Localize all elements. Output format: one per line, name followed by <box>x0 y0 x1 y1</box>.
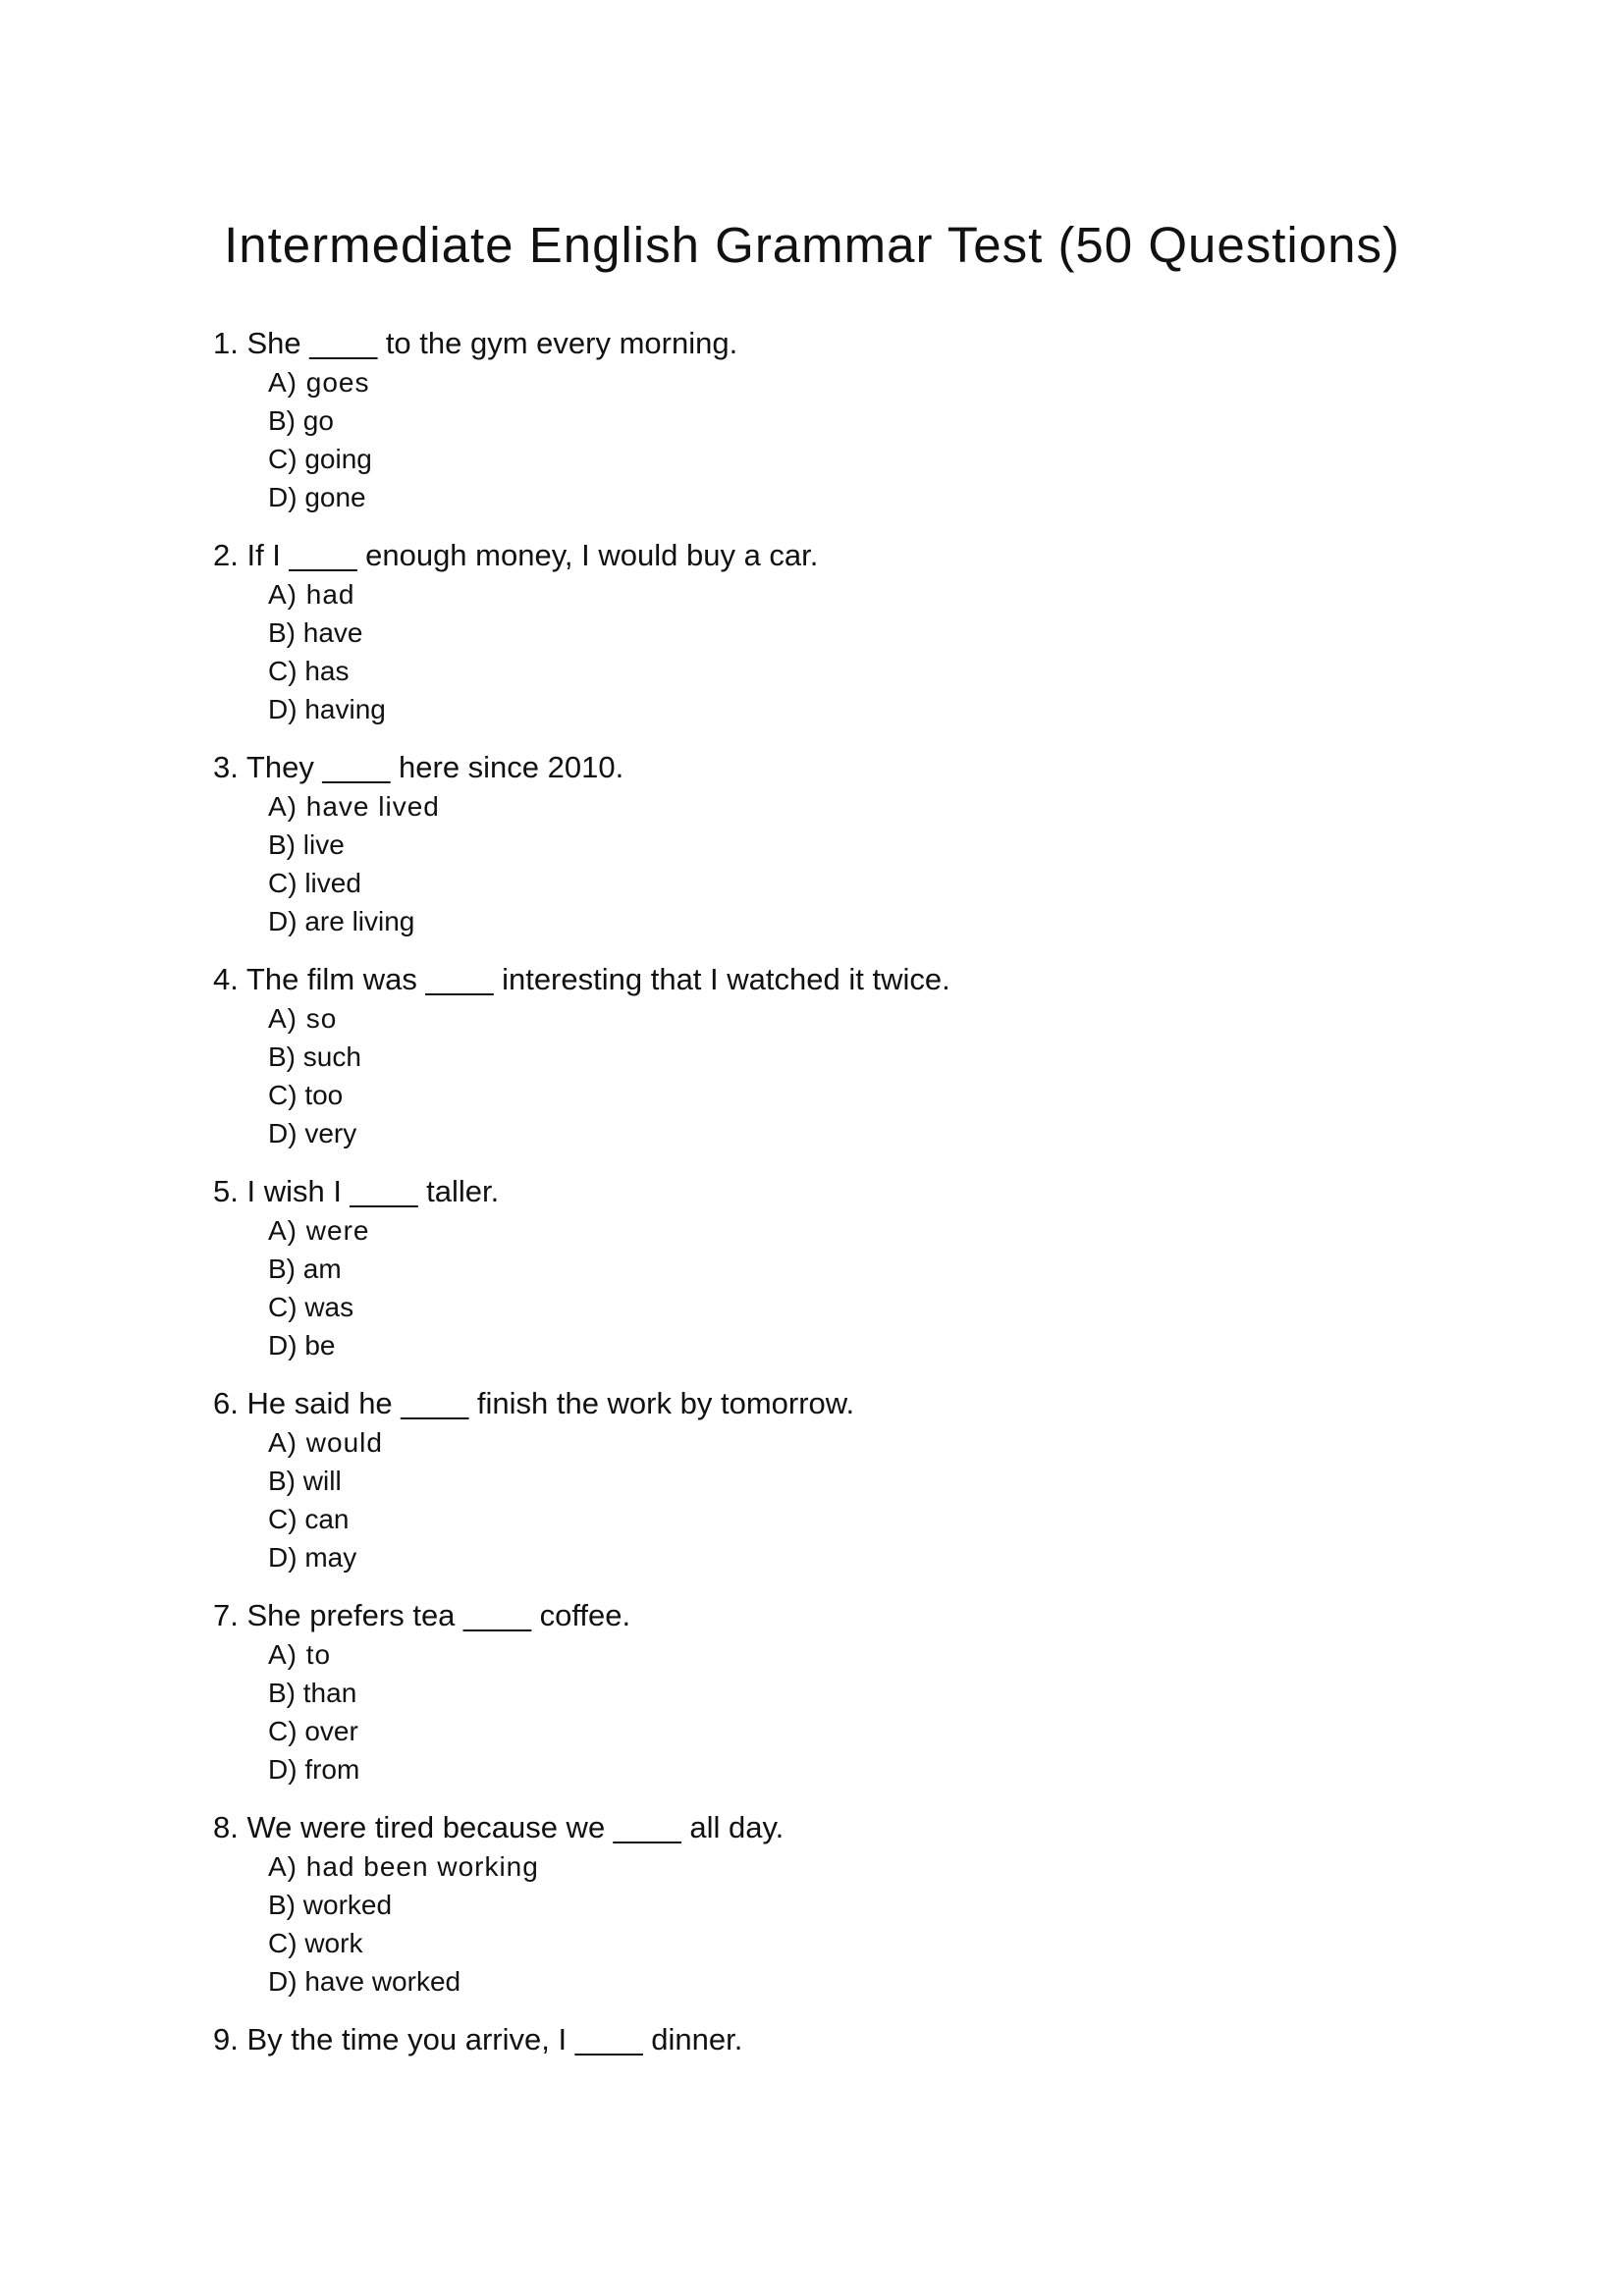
option-list <box>213 1847 1489 2001</box>
question-6 <box>213 1384 1489 1576</box>
question-4 <box>213 960 1489 1152</box>
option-list <box>213 1635 1489 1789</box>
question-text: 4. The film was ____ interesting that I watched it twice. <box>213 962 950 996</box>
option-a: A) to <box>268 1639 332 1670</box>
option-b: B) worked <box>268 1890 393 1920</box>
option-c: C) over <box>268 1716 358 1746</box>
option-a: A) have lived <box>268 791 440 822</box>
option-b: B) will <box>268 1466 342 1496</box>
option-list <box>213 363 1489 516</box>
option-b: B) am <box>268 1254 342 1284</box>
option-d: D) have worked <box>268 1966 461 1997</box>
option-list <box>213 1211 1489 1364</box>
question-text: 6. He said he ____ finish the work by tomorrow. <box>213 1386 855 1420</box>
question-5 <box>213 1172 1489 1364</box>
option-a: A) goes <box>268 367 370 398</box>
question-7 <box>213 1596 1489 1789</box>
page-title: Intermediate English Grammar Test (50 Questions) <box>224 217 1400 273</box>
option-b: B) have <box>268 617 363 648</box>
option-d: D) gone <box>268 482 366 512</box>
question-1 <box>213 324 1489 516</box>
option-d: D) may <box>268 1542 357 1573</box>
question-8 <box>213 1808 1489 2001</box>
question-list <box>213 324 1489 2079</box>
question-text: 1. She ____ to the gym every morning. <box>213 326 738 360</box>
option-b: B) go <box>268 405 334 436</box>
option-a: A) would <box>268 1427 383 1458</box>
option-a: A) so <box>268 1003 338 1034</box>
option-b: B) than <box>268 1678 357 1708</box>
option-b: B) such <box>268 1041 361 1072</box>
option-b: B) live <box>268 829 345 860</box>
option-c: C) work <box>268 1928 363 1958</box>
option-d: D) be <box>268 1330 336 1361</box>
option-list <box>213 787 1489 940</box>
question-text: 2. If I ____ enough money, I would buy a car. <box>213 538 819 572</box>
option-list <box>213 575 1489 728</box>
option-d: D) having <box>268 694 386 724</box>
option-c: C) too <box>268 1080 344 1110</box>
question-text: 7. She prefers tea ____ coffee. <box>213 1598 631 1632</box>
option-c: C) was <box>268 1292 354 1322</box>
question-2 <box>213 536 1489 728</box>
option-d: D) from <box>268 1754 360 1785</box>
question-9 <box>213 2020 1489 2059</box>
question-text: 5. I wish I ____ taller. <box>213 1174 500 1208</box>
option-c: C) can <box>268 1504 350 1534</box>
option-c: C) has <box>268 656 350 686</box>
option-d: D) very <box>268 1118 357 1148</box>
option-a: A) had <box>268 579 355 610</box>
option-d: D) are living <box>268 906 415 936</box>
option-list <box>213 999 1489 1152</box>
question-text: 9. By the time you arrive, I ____ dinner. <box>213 2022 743 2056</box>
option-a: A) were <box>268 1215 370 1246</box>
option-list <box>213 1423 1489 1576</box>
option-a: A) had been working <box>268 1851 539 1882</box>
question-text: 3. They ____ here since 2010. <box>213 750 624 784</box>
question-text: 8. We were tired because we ____ all day. <box>213 1810 785 1844</box>
option-c: C) lived <box>268 868 361 898</box>
option-c: C) going <box>268 444 372 474</box>
question-3 <box>213 748 1489 940</box>
